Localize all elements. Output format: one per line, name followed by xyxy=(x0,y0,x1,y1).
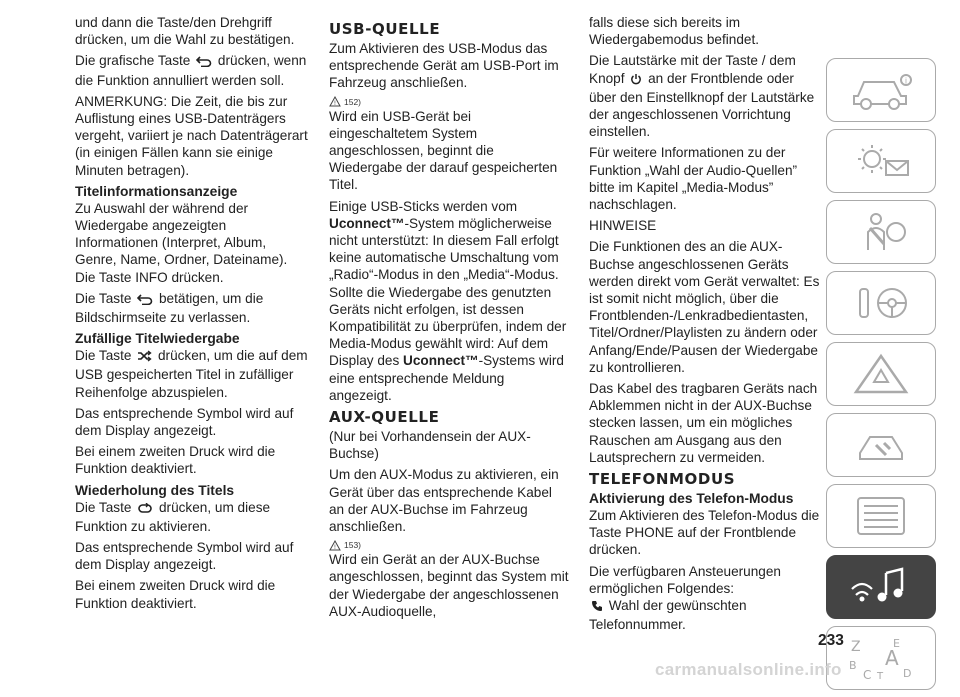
specs-list-icon xyxy=(846,494,916,538)
back-arrow-icon xyxy=(137,292,153,309)
paragraph: ANMERKUNG: Die Zeit, die bis zur Auflistung eines USB-Datenträgers vergeht, variiert je nach Datenträgerart (in einigen Fällen kann sie einige Minuten betragen). xyxy=(75,93,308,178)
warning-triangle-icon xyxy=(846,352,916,396)
heading-phone-mode: TELEFONMODUS xyxy=(589,470,736,489)
paragraph-text: Die Taste xyxy=(75,499,132,515)
brand-name: Uconnect™ xyxy=(329,215,405,231)
maintenance-icon xyxy=(846,423,916,467)
multimedia-icon xyxy=(846,565,916,609)
paragraph xyxy=(589,597,821,633)
paragraph-text: Die Taste xyxy=(75,348,132,364)
paragraph-text: drücken, wenn die Funktion annulliert werden soll. xyxy=(75,53,307,88)
index-letter: E xyxy=(893,637,900,650)
tab-key-steering[interactable] xyxy=(826,271,936,335)
paragraph: Bei einem zweiten Druck wird die Funktion deaktiviert. xyxy=(75,578,276,611)
tab-warning-triangle[interactable] xyxy=(826,342,936,406)
paragraph xyxy=(75,347,310,401)
power-icon xyxy=(630,72,642,89)
paragraph: Die Funktionen des an die AUX-Buchse angeschlossenen Geräts werden direkt vom Gerät verwaltet: Es ist somit nicht möglich, über die Frontblenden-/Lenkradbedientasten, Titel/Ordner/Playlisten zu ändern oder Anfang/Ende/Pausen der Wiedergabe zu kontrollieren. xyxy=(589,239,820,375)
note-number: 152) xyxy=(344,96,362,107)
index-letter: D xyxy=(903,667,912,680)
paragraph: Wird ein Gerät an der AUX-Buchse angeschlossen, beginnt das System mit der Wiedergabe der angeschlossenen AUX-Audioquelle, xyxy=(329,552,569,619)
paragraph: Zu Auswahl der während der Wiedergabe angezeigten Informationen (Interpret, Album, Genre, Name, Ordner, Dateiname). Die Taste INFO drücken. xyxy=(75,200,288,285)
warning-lights-icon xyxy=(846,139,916,183)
watermark-text: carmanualsonline.info xyxy=(655,660,842,679)
paragraph-text: -Systems wird eine entsprechende Meldung angezeigt. xyxy=(329,353,564,403)
paragraph: Die verfügbaren Ansteuerungen ermöglichen Folgendes: xyxy=(589,563,781,596)
shuffle-icon xyxy=(137,349,152,366)
repeat-icon xyxy=(137,501,153,518)
heading-phone-activation: Aktivierung des Telefon-Modus xyxy=(589,491,794,507)
heading-aux-source: AUX-QUELLE xyxy=(329,408,440,427)
paragraph-text: Die grafische Taste xyxy=(75,53,191,69)
note-number: 153) xyxy=(344,540,362,551)
index-letter: Z xyxy=(851,639,861,655)
paragraph: Das Kabel des tragbaren Geräts nach Abklemmen nicht in der AUX-Buchse stecken lassen, um ein mögliches Rauschen am Ausgang aus den Lautsprechern zu vermeiden. xyxy=(589,381,818,465)
heading-usb-source: USB-QUELLE xyxy=(329,20,441,38)
paragraph: Das entsprechende Symbol wird auf dem Display angezeigt. xyxy=(75,405,294,439)
paragraph xyxy=(75,290,310,326)
index-letter: C xyxy=(863,668,872,682)
heading-title-info: Titelinformationsanzeige xyxy=(75,183,238,199)
paragraph: Wird ein USB-Gerät bei eingeschaltetem System angeschlossen, beginnt die Wiedergabe der darauf gespeicherten Titel. xyxy=(329,108,558,193)
paragraph-text: an der Frontblende oder über den Einstellknopf der Lautstärke der angeschlossenen Vorrichtung einstellen. xyxy=(589,70,815,140)
svg-text:!: ! xyxy=(333,100,337,108)
heading-shuffle: Zufällige Titelwiedergabe xyxy=(75,331,240,347)
note-reference xyxy=(329,539,569,551)
paragraph: Bei einem zweiten Druck wird die Funktion deaktiviert. xyxy=(75,444,276,477)
paragraph-text: Einige USB-Sticks werden vom xyxy=(329,198,518,214)
paragraph-text: Wahl der gewünschten Telefonnummer. xyxy=(589,598,747,633)
text-column-3 xyxy=(589,14,821,638)
paragraph: falls diese sich bereits im Wiedergabemodus befindet. xyxy=(589,15,760,48)
brand-name: Uconnect™ xyxy=(403,353,479,369)
paragraph-text: drücken, um die auf dem USB gespeicherten Titel in zufälliger Reihenfolge abzuspielen. xyxy=(75,348,308,400)
heading-repeat: Wiederholung des Titels xyxy=(75,482,235,498)
paragraph: Zum Aktivieren des USB-Modus das entsprechende Gerät am USB-Port im Fahrzeug anschließen. xyxy=(329,41,559,91)
key-steering-icon xyxy=(846,281,916,325)
tab-car[interactable] xyxy=(826,58,936,122)
paragraph: (Nur bei Vorhandensein der AUX-Buchse) xyxy=(329,429,531,462)
paragraph-text: drücken, um diese Funktion zu aktivieren. xyxy=(75,499,271,534)
index-letters-icon xyxy=(841,633,921,683)
index-letter: A xyxy=(885,646,899,670)
svg-text:i: i xyxy=(904,76,908,86)
tab-multimedia[interactable] xyxy=(826,555,936,619)
page-number: 233 xyxy=(818,632,844,649)
paragraph xyxy=(75,52,310,88)
seatbelt-airbag-icon xyxy=(846,210,916,254)
text-column-1 xyxy=(75,14,310,616)
paragraph-text: Die Lautstärke mit der Taste / dem Knopf xyxy=(589,53,796,86)
paragraph: HINWEISE xyxy=(589,218,657,234)
svg-text:!: ! xyxy=(333,543,337,551)
paragraph: Für weitere Informationen zu der Funktion „Wahl der Audio-Quellen” bitte im Kapitel „Media-Modus” nachschlagen. xyxy=(589,145,798,213)
paragraph-text: Die Taste xyxy=(75,290,132,306)
tab-warning-lights[interactable] xyxy=(826,129,936,193)
chapter-tabs xyxy=(826,58,938,697)
paragraph xyxy=(589,52,821,140)
paragraph xyxy=(329,198,569,404)
paragraph xyxy=(75,499,310,535)
warning-note-icon xyxy=(329,96,341,107)
paragraph: Um den AUX-Modus zu aktivieren, ein Gerät über das entsprechende Kabel an der AUX-Buchse im Fahrzeug anschließen. xyxy=(329,467,559,535)
back-arrow-icon xyxy=(196,54,212,71)
paragraph: Das entsprechende Symbol wird auf dem Display angezeigt. xyxy=(75,540,294,573)
paragraph-text: betätigen, um die Bildschirmseite zu verlassen. xyxy=(75,290,264,326)
tab-maintenance[interactable] xyxy=(826,413,936,477)
text-column-2 xyxy=(329,14,569,624)
paragraph: Zum Aktivieren des Telefon-Modus die Taste PHONE auf der Frontblende drücken. xyxy=(589,508,820,558)
index-letter: T xyxy=(877,671,884,682)
car-icon xyxy=(846,68,916,112)
paragraph-text: -System möglicherweise nicht unterstützt: In diesem Fall erfolgt keine automatische Umschaltung vom „Radio“-Modus in den „Media“-Modus. Sollte die Wiedergabe des genutzten Geräts nicht erfolgen, ist dessen Kompatibilität zu überprüfen, indem der Media-Modus gewählt wird: Auf dem Display des xyxy=(329,215,567,369)
paragraph: und dann die Taste/den Drehgriff drücken, um die Wahl zu bestätigen. xyxy=(75,15,295,48)
tab-specs-list[interactable] xyxy=(826,484,936,548)
warning-note-icon xyxy=(329,540,341,551)
tab-seatbelt-airbag[interactable] xyxy=(826,200,936,264)
note-reference xyxy=(329,96,569,108)
phone-icon xyxy=(591,599,603,616)
index-letter: B xyxy=(849,659,857,672)
